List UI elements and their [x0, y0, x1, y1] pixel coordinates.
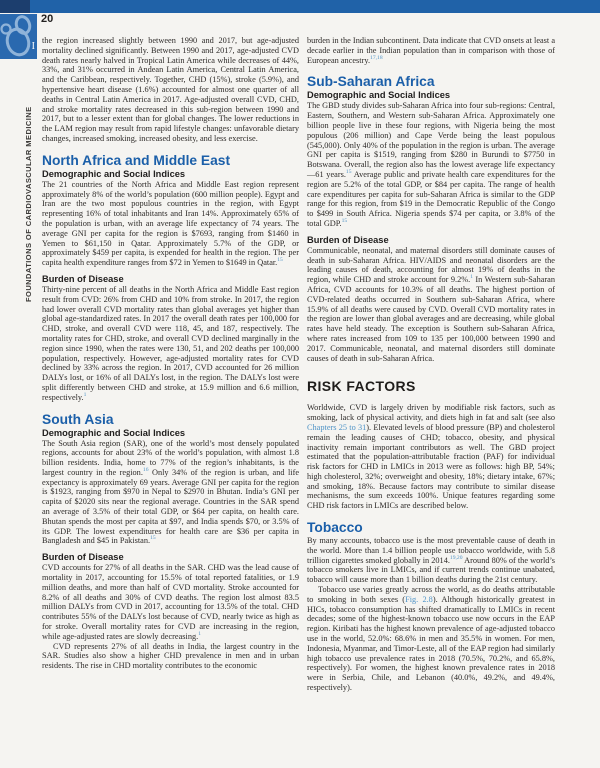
section-heading: North Africa and Middle East	[42, 152, 231, 168]
body-text: In Western sub-Saharan Africa, CVD accounts for 10.3% of all deaths. The highest portion of CVD-related deaths occurred in Southern sub-Saharan Africa, where 15.9% of all deaths were caused by CVD. Overall CVD mortality rates in the region are lower than global averages and are decreasing, while global rates have held steady. The exception is Southern sub-Saharan Africa, where rates increased from 109 to 135 per 100,000 between 1990 and 2017. Communicable, neonatal, and maternal disorders still dominate causes of death in sub-Saharan Africa.	[307, 275, 555, 363]
subsection-heading: Demographic and Social Indices	[42, 427, 186, 438]
paragraph	[42, 563, 299, 641]
paragraph	[42, 36, 299, 144]
paragraph	[307, 536, 555, 585]
cross-reference-link[interactable]: Chapters 25 to 31	[307, 422, 367, 432]
paragraph	[307, 585, 555, 693]
body-text: The 21 countries of the North Africa and Middle East region represent approximately 8% of the world’s population (600 million people). Egypt and Iran are the two most populous countries in the region, with Egypt representing 16% of total inhabitants and Iran 14%. Approximately 65% of the population is urban, with an average life expectancy of 74 years. The average GNI per capita for the region is $7693, ranging from $1460 in Yemen to $61,150 in Qatar. Approximately 5.7% of the GDP, or approximately $459 per capita, is expended for health in the region. The per capita health expenditure ranges from $72 in Yemen to $1649 in Qatar.	[42, 179, 299, 268]
body-text: CVD represents 27% of all deaths in India, the largest country in the SAR. Studies also show a higher CHD prevalence in men and in urban residents. The rise in CHD mortality contributes to the economic	[42, 641, 299, 671]
paragraph	[42, 180, 299, 268]
body-text: burden in the Indian subcontinent. Data indicate that CVD onsets at least a decade earlier in the Indian population than in comparison with those of European ancestry.	[307, 36, 555, 65]
paragraph	[307, 246, 555, 364]
reference-superscript[interactable]: 17,18	[370, 54, 383, 61]
cross-reference-link[interactable]: Fig. 2.8	[405, 594, 433, 604]
page-number: 20	[41, 13, 54, 25]
reference-superscript[interactable]: 15	[341, 218, 348, 225]
section-heading: Sub-Saharan Africa	[307, 74, 435, 90]
body-text: By many accounts, tobacco use is the most preventable cause of death in the world. More than 1.4 billion people use tobacco worldwide, with 5.8 trillion cigarettes smoked globally in 2014.	[307, 536, 555, 565]
reference-superscript[interactable]: 19,20	[449, 554, 463, 561]
reference-superscript[interactable]: 1	[470, 274, 473, 281]
body-text: Around 80% of the world’s tobacco smokers live in LMICs, and if current trends continue unabated, tobacco will cause more than 1 billion deaths during the 21st century.	[307, 555, 555, 585]
series-title-vertical: FOUNDATIONS OF CARDIOVASCULAR MEDICINE	[24, 106, 33, 302]
paragraph	[42, 642, 299, 671]
body-text: CVD accounts for 27% of all deaths in the SAR. CHD was the lead cause of mortality in 2017, accounting for 15.5% of total reported fatalities, or 1.9 million deaths, and more than half of CVD mortality. Stroke accounted for 8.2% of all deaths and 30% of CVD deaths. The region lost almost 83.5 million DALYs from CVD in 2017, accounting for 13.5% of the total. CHD contributes 55% of the DALYs lost because of CVD, nearly twice as high as for stroke. Overall mortality rates for CVD are increasing in the region, while age-adjusted rates are slowly decreasing.	[42, 563, 299, 641]
part-number-label: I	[31, 41, 35, 52]
reference-superscript[interactable]: 1	[198, 631, 201, 638]
body-text: Thirty-nine percent of all deaths in the North Africa and Middle East region result from CVD: 26% from CHD and 10% from stroke. In 2017, the region had lower overall CVD mortality rates than global averages yet higher than global age-standardized rates. In 2017 the overall death rates per 100,000 for CHD, stroke, and overall CVD were 118, 45, and 187, respectively. The mortality rates for CHD, stroke, and overall CVD declined marginally in the region since 1990, when the rates were 130, 51, and 202 deaths per 100,000 population, respectively. However, age-adjusted mortality rates for CVD declined by 33% across the region. In 2017, CVD accounted for 26 million DALYs lost, or 16% of all DALYs lost, in the region. The DALYs lost were split differently between CHD and stroke, at 15.9 million and 6.6 million, respectively.	[42, 284, 299, 402]
reference-superscript[interactable]: 1	[83, 391, 87, 398]
body-text: ). Elevated levels of blood pressure (BP) and cholesterol remain the leading causes of CHD; tobacco, obesity, and physical inactivity remain important contributors as well. The GBD project estimated that the population-attributable fraction (PAF) for individual risk factors for CHD in LMICs in 2013 were as follows: high BP, 54%; high cholesterol, 32%; overweight and obesity, 18%; dietary intake, 67%; and smoking, 18%. Because factors may contribute to similar disease mechanisms, the sum exceeds 100%. Unique features regarding some CHD risk factors in LMICs are described below.	[307, 422, 555, 511]
body-text: ). Although historically greatest in HICs, tobacco consumption has shifted dramatically to LMICs in recent decades; some of the highest-known tobacco use now occurs in the EAP region. Kiribati has the highest known prevalence of age-adjusted tobacco use in the world, 52.0%: 68.6% in men and 35.5% in women. For men, Indonesia, Myanmar, and Timor-Leste, all of the EAP region had similarly high tobacco use prevalence rates in 2018 (70.5%, 70.2%, and 65.8%, respectively). For women, the highest known prevalence rates in 2018 were in Serbia, Chile, and Lebanon (40.0%, 49.2%, and 49.4%, respectively).	[307, 594, 555, 693]
body-text: The South Asia region (SAR), one of the world’s most densely populated regions, accounts for about 23% of the world’s population, with almost 1.8 billion residents. India, home to 77% of the region’s inhabitants, is the largest country in the region.	[42, 438, 299, 477]
top-accent-bar-left-segment	[0, 0, 30, 13]
reference-superscript[interactable]: 15	[345, 169, 352, 176]
subsection-heading: Demographic and Social Indices	[307, 90, 451, 101]
body-text: Only 34% of the region is urban, and life expectancy is approximately 69 years. Average GNI per capita for the region is $1923, ranging from $970 in Nepal to $2970 in Bhutan. India’s GNI per capita of $2020 sits near the regional average. Countries in the SAR spend an average of 3.5% of their total GDP, or $64 per capita, on health care. Bhutan spends the most per capita at $97, and India spends $70, or 3.5% of its GDP. The lowest expenditures for health care are $36 per capita in Bangladesh and $45 in Pakistan.	[42, 467, 300, 546]
section-heading: Tobacco	[307, 520, 363, 536]
paragraph	[307, 36, 555, 65]
right-column	[307, 36, 555, 693]
chapter-ornament-icon	[0, 14, 37, 59]
subsection-heading: Burden of Disease	[307, 234, 389, 245]
body-text: Communicable, neonatal, and maternal disorders still dominate causes of death in sub-Saharan Africa. HIV/AIDS and neonatal disorders are the leading causes of death, accounting for almost 19% of deaths in the region, while CHD and stroke account for 9.2%.	[307, 245, 555, 285]
left-column	[42, 36, 299, 693]
subsection-heading: Burden of Disease	[42, 552, 124, 563]
reference-superscript[interactable]: 16	[142, 467, 149, 474]
top-accent-bar	[0, 0, 600, 13]
paragraph	[42, 285, 299, 403]
reference-superscript[interactable]: 15	[150, 535, 156, 542]
section-heading: South Asia	[42, 411, 114, 427]
body-text: Tobacco use varies greatly across the world, as do deaths attributable to smoking in both sexes (	[307, 585, 555, 604]
body-text: The GBD study divides sub-Saharan Africa into four sub-regions: Central, Eastern, Southern, and Western sub-Saharan Africa. Approximately one billion people live in these four regions, with Nigeria being the most populous (206 million) and Cape Verde being the least populous (545,000). Only 40% of the population in the region is urban. The average GNI per capita is $1519, ranging from $280 in Burundi to $7750 in Botswana. Overall, the region also has the lowest average life expectancy—61 years.	[307, 101, 555, 179]
paragraph	[307, 101, 555, 228]
page-content	[42, 36, 555, 693]
chapter-ornament-square	[0, 14, 37, 59]
subsection-heading: Burden of Disease	[42, 273, 124, 284]
paragraph	[307, 403, 555, 511]
reference-superscript[interactable]: 15	[277, 257, 283, 264]
major-heading: RISK FACTORS	[307, 378, 416, 395]
paragraph	[42, 439, 299, 547]
body-text: Average public and private health care expenditures for the region are 5.2% of the total GDP, or $84 per capita. The range of health care expenditures per capita for sub-Saharan Africa is similar to the GDP range for this region, from $19 in the Democratic Republic of the Congo to $499 in South Africa. Nigeria spends $74 per capita, or 3.8% of the total GDP.	[307, 169, 555, 228]
subsection-heading: Demographic and Social Indices	[42, 168, 186, 179]
body-text: Worldwide, CVD is largely driven by modifiable risk factors, such as smoking, lack of physical activity, and diets high in fat and salt (see also	[307, 403, 555, 423]
body-text: the region increased slightly between 1990 and 2017, but age-adjusted mortality declined significantly. Between 1990 and 2017, age-adjusted CVD death rates nearly halved in Tropical Latin America while decreases of 44%, 33%, and 31% occurred in Andean Latin America, Central Latin America, and the Caribbean, respectively. Together, CHD (15%), stroke (5.9%), and hypertensive heart disease (1.6%) accounted for almost one quarter of all deaths in Central Latin America in 2017. Age-adjusted overall CVD, CHD, and stroke mortality rates decreased in this sub-region between 1990 and 2017, but to a lesser extent than for global changes. The lower reductions in the LAM region may result from rapid lifestyle changes: unfavorable dietary changes, increased smoking, increased obesity, and less exercise.	[42, 36, 299, 143]
